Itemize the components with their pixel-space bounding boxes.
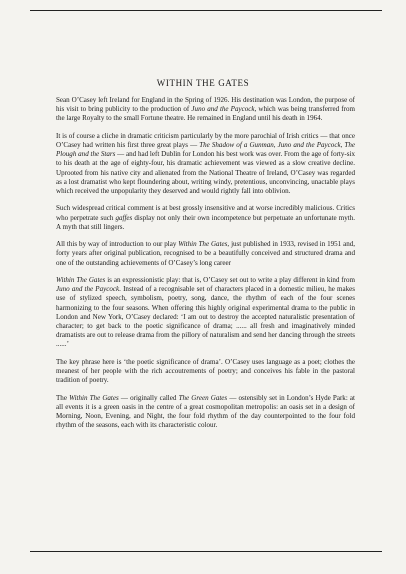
- paragraph-text: . Instead of a recognisable set of characters placed in a domestic milieu, he makes use of stylized speech, symbolism, poetry, song, dance, the rhythm of each of the four scenes harmonizing to the four seasons. When offering this highly original experimental drama to the public in London and New York, O’Casey declared: ‘I am out to destroy the accepted naturalistic presentation of character; to get back to the poetic significance of drama; ...... all fresh and imaginatively minded dramatists are out to release drama from the pillory of naturalism and send her dancing through the streets ......’: [56, 285, 355, 349]
- paragraph-text: display not only their own incompetence but perpetuate an unfortunate myth. A myth that still lingers.: [56, 213, 355, 231]
- italic-title-text: The Green Gates: [178, 393, 228, 402]
- italic-title-text: The Shadow of a Gunman, Juno and the Paycock, The Plough and the Stars: [56, 141, 356, 159]
- paragraph-text: is an expressionistic play: that is, O’Casey set out to write a play different in kind from: [105, 276, 355, 284]
- paragraph-text: All this by way of introduction to our play: [56, 240, 179, 249]
- paragraph: [56, 96, 355, 124]
- italic-title-text: Juno and the Paycock: [191, 105, 255, 114]
- paragraph-text: Such widespread critical comment is at best grossly insensitive and at worse incredibly malicious. Critics who perpetrate such: [56, 204, 355, 222]
- italic-title-text: gaffes: [115, 213, 133, 222]
- paragraph: [56, 394, 355, 431]
- paragraph-text: — ostensibly set in London’s Hyde Park: at all events it is a green oasis in the centre of a great cosmopolitan metropolis: an oasis set in a design of Morning, Noon, Evening, and Night, the four fold rhythm of the day counterpointed to the four fold rhythm of the seasons, each with its characteristic colour.: [56, 393, 355, 430]
- paragraph: [56, 358, 355, 386]
- top-rule: [30, 10, 382, 11]
- paragraph-text: , just published in 1933, revised in 1951 and, forty years after original publication, recognised to be a beautifully conceived and structured drama and one of the outstanding achievements of O’Casey’s long career: [56, 240, 356, 267]
- paragraph: [56, 276, 355, 350]
- bottom-rule: [30, 551, 382, 552]
- paragraph-text: , which was being transferred from the large Royalty to the small Fortune theatre. He remained in England until his death in 1964.: [56, 105, 355, 123]
- paragraph: [56, 204, 355, 232]
- italic-title-text: Juno and the Paycock: [56, 285, 120, 294]
- page-title: WITHIN THE GATES: [156, 78, 250, 88]
- italic-title-text: Within The Gates: [56, 276, 106, 284]
- paragraph: [56, 132, 355, 196]
- italic-title-text: Within The Gates: [178, 240, 228, 249]
- paragraph-text: It is of course a cliche in dramatic criticism particularly by the more parochial of Irish critics — that once O’Casey had written his first three great plays —: [56, 131, 355, 149]
- italic-title-text: Within The Gates: [69, 393, 119, 402]
- article-body: [56, 96, 355, 439]
- paragraph-text: — originally called: [118, 393, 179, 402]
- paragraph-text: Sean O’Casey left Ireland for England in the Spring of 1926. His destination was London, the purpose of his visit to bring publicity to the production of: [56, 96, 355, 114]
- paragraph: [56, 240, 355, 268]
- paragraph-text: The: [56, 393, 70, 402]
- paragraph-text: The key phrase here is ‘the poetic significance of drama’. O’Casey uses language as a poet; clothes the meanest of her people with the rich accoutrements of poetry; and conceives his fable in the pastoral tradition of poetry.: [56, 357, 355, 385]
- paragraph-text: — and had left Dublin for London his best work was over. From the age of forty-six to his death at the age of eighty-four, his dramatic achievement was viewed as a slow creative decline. Uprooted from his native city and alienated from the National Theatre of Ireland, O’Casey was regarded as a lost dramatist who kept floundering about, writing windy, pretentious, unconvincing, unactable plays which received the unpopularity they deserved and would rightly fall into oblivion.: [56, 150, 355, 196]
